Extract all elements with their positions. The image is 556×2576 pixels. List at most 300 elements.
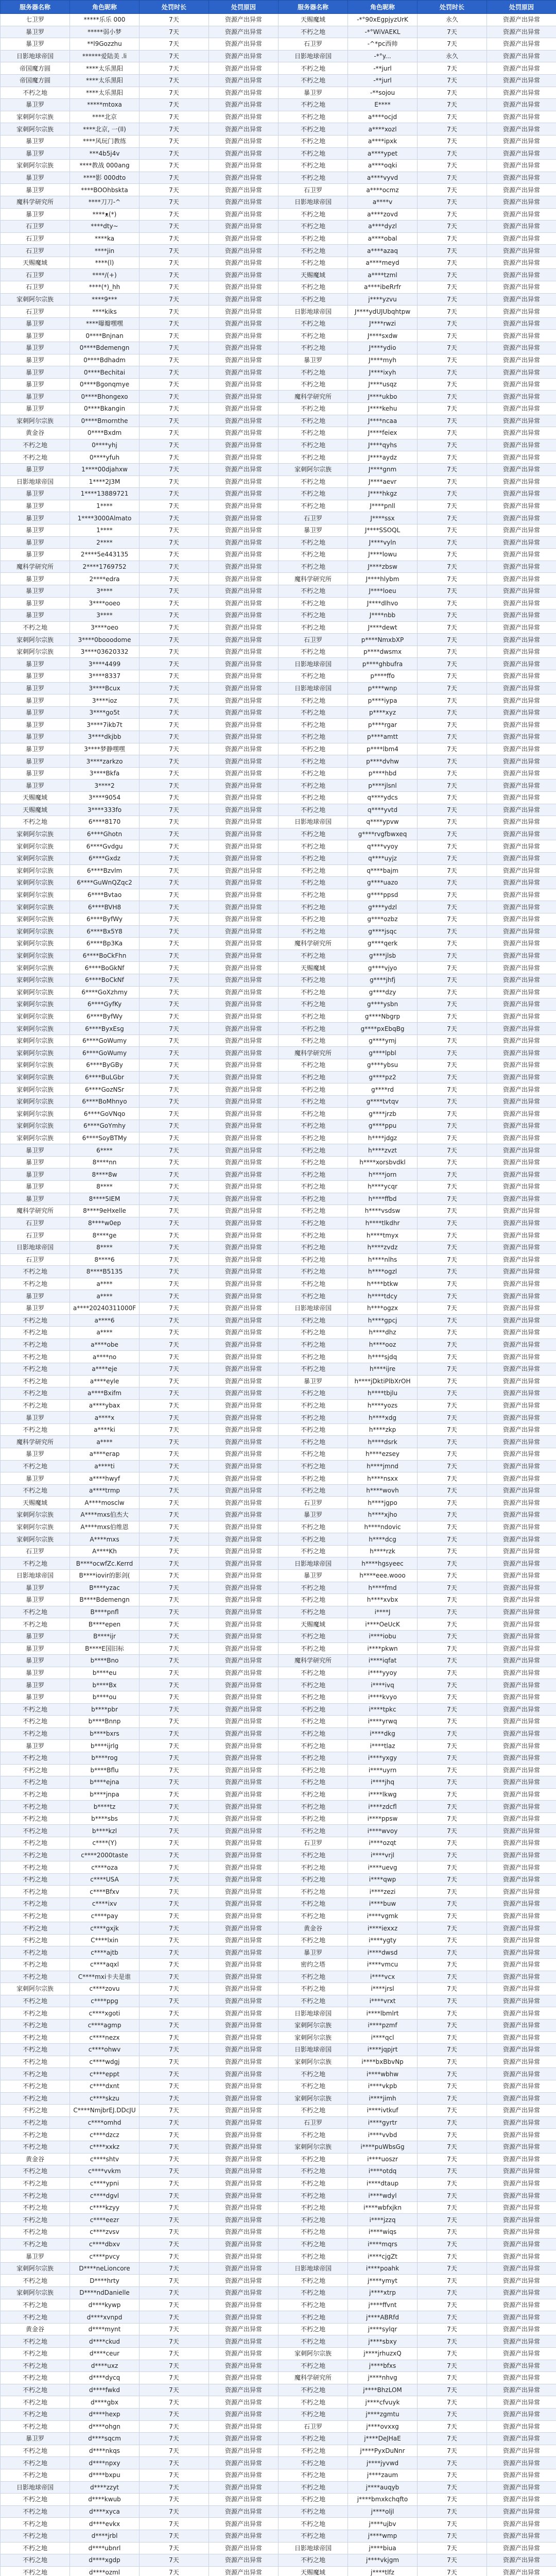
table-cell: 资源产出异常 <box>209 2311 279 2324</box>
table-cell: 7天 <box>418 609 487 622</box>
table-cell: 不朽之地 <box>279 1484 348 1497</box>
table-cell: 资源产出异常 <box>487 512 556 524</box>
table-cell: 3****03620332 <box>70 646 140 658</box>
table-cell: 资源产出异常 <box>487 1727 556 1740</box>
table-cell: 资源产出异常 <box>209 1497 279 1509</box>
table-cell: 7天 <box>418 1338 487 1351</box>
table-cell: 资源产出异常 <box>487 2214 556 2226</box>
table-cell: h****sjdq <box>348 1351 418 1363</box>
table-cell: 资源产出异常 <box>209 1642 279 1655</box>
table-cell: 7天 <box>418 1363 487 1375</box>
table-cell: i****ppsw <box>348 1812 418 1825</box>
table-row <box>1 1861 556 1874</box>
table-row <box>1 1181 556 1193</box>
table-cell: 资源产出异常 <box>487 378 556 391</box>
table-cell: q****uyjz <box>348 852 418 865</box>
table-cell: 资源产出异常 <box>487 99 556 111</box>
table-cell: 7天 <box>418 196 487 208</box>
table-cell: 7天 <box>418 1412 487 1424</box>
table-cell: i****tpkc <box>348 1703 418 1716</box>
table-cell: 家刺阿尔宗族 <box>1 111 70 123</box>
table-cell: j****BhzLOM <box>348 2384 418 2396</box>
table-cell: 7天 <box>418 1229 487 1242</box>
table-cell: 不朽之地 <box>279 1010 348 1023</box>
table-cell: 7天 <box>140 451 209 464</box>
table-cell: 资源产出异常 <box>209 2420 279 2433</box>
table-cell: 7天 <box>140 196 209 208</box>
table-cell: 资源产出异常 <box>487 62 556 75</box>
table-cell: 7天 <box>140 1168 209 1181</box>
table-cell: 7天 <box>418 500 487 512</box>
table-cell: J****kehu <box>348 403 418 415</box>
table-cell: 不朽之地 <box>1 2566 70 2576</box>
table-cell: c****xgoti <box>70 2007 140 2020</box>
table-cell: 不朽之地 <box>279 1156 348 1168</box>
table-cell: b****Bflu <box>70 1764 140 1776</box>
table-cell: 资源产出异常 <box>209 1971 279 1983</box>
table-cell: 资源产出异常 <box>487 1618 556 1631</box>
table-cell: j****DeJHaE <box>348 2433 418 2445</box>
table-cell: 7天 <box>140 1801 209 1813</box>
table-cell: 资源产出异常 <box>487 1193 556 1205</box>
table-cell: 7天 <box>418 488 487 500</box>
table-cell: 3****oeo <box>70 621 140 634</box>
table-cell: 不朽之地 <box>279 743 348 755</box>
table-cell: 7天 <box>140 2262 209 2275</box>
table-cell: 家刺阿尔宗族 <box>279 2348 348 2360</box>
table-cell: 7天 <box>140 1412 209 1424</box>
table-cell: 资源产出异常 <box>487 1740 556 1752</box>
table-cell: 资源产出异常 <box>487 2080 556 2092</box>
table-cell: 资源产出异常 <box>209 1302 279 1314</box>
table-cell: d****ohgn <box>70 2420 140 2433</box>
table-cell: 不朽之地 <box>1 2080 70 2092</box>
table-cell: 家刺阿尔宗族 <box>1 1023 70 1035</box>
table-cell: 7天 <box>140 2530 209 2542</box>
table-cell: 7天 <box>140 232 209 245</box>
table-cell: 7天 <box>418 451 487 464</box>
table-cell: 7天 <box>418 1971 487 1983</box>
table-cell: 资源产出异常 <box>209 378 279 391</box>
table-cell: 不朽之地 <box>279 1144 348 1157</box>
table-row <box>1 147 556 160</box>
table-cell: J****usqz <box>348 378 418 391</box>
table-row <box>1 1582 556 1594</box>
table-cell: 资源产出异常 <box>209 573 279 585</box>
table-cell: J****aydz <box>348 451 418 464</box>
table-cell: 资源产出异常 <box>487 743 556 755</box>
table-cell: A****Kh <box>70 1545 140 1557</box>
table-cell: 资源产出异常 <box>209 2348 279 2360</box>
table-cell: 资源产出异常 <box>209 1375 279 1387</box>
table-cell: 家刺阿尔宗族 <box>1 925 70 938</box>
table-cell: 资源产出异常 <box>487 1837 556 1850</box>
table-cell: 7天 <box>418 998 487 1011</box>
table-cell: 6****GoVNqo <box>70 1108 140 1120</box>
table-cell: 不朽之地 <box>279 1205 348 1217</box>
table-cell: 石卫罗 <box>279 512 348 524</box>
table-cell: 6****BuLGbr <box>70 1071 140 1083</box>
table-cell: 资源产出异常 <box>209 512 279 524</box>
table-cell: 日影地球帝国 <box>279 2044 348 2056</box>
table-cell: i****poahk <box>348 2262 418 2275</box>
table-cell: i****bxBbvNp <box>348 2056 418 2068</box>
table-cell: 资源产出异常 <box>487 366 556 379</box>
table-cell: 7天 <box>418 2348 487 2360</box>
table-cell: 资源产出异常 <box>487 1327 556 1339</box>
table-cell: h****ijre <box>348 1363 418 1375</box>
table-cell: g****rvgfbwxeq <box>348 828 418 840</box>
table-cell: 7天 <box>418 828 487 840</box>
table-cell: 7天 <box>418 342 487 354</box>
table-cell: 不朽之地 <box>279 828 348 840</box>
table-cell: 暴卫罗 <box>1 26 70 38</box>
table-cell: 7天 <box>418 1314 487 1327</box>
table-cell: 资源产出异常 <box>487 2068 556 2080</box>
table-cell: 7天 <box>418 1788 487 1801</box>
table-cell: 魔科学研究所 <box>279 1047 348 1059</box>
table-cell: 7天 <box>418 1290 487 1302</box>
table-cell: 0****Bdhadm <box>70 354 140 366</box>
table-cell: 不朽之地 <box>1 2238 70 2250</box>
table-cell: 1****3000Almato <box>70 512 140 524</box>
table-cell: J****vyln <box>348 536 418 549</box>
table-cell: 7天 <box>418 2299 487 2311</box>
table-cell: h****ogzl <box>348 1266 418 1278</box>
table-cell: 7天 <box>418 306 487 318</box>
table-cell: 3**** <box>70 609 140 622</box>
table-row <box>1 1788 556 1801</box>
table-cell: 7天 <box>418 2445 487 2457</box>
table-cell: 不朽之地 <box>279 1716 348 1728</box>
table-cell: 不朽之地 <box>279 1594 348 1606</box>
table-cell: i****mqrs <box>348 2238 418 2250</box>
table-cell: 7天 <box>140 1144 209 1157</box>
table-cell: b****bxrs <box>70 1727 140 1740</box>
table-cell: 7天 <box>140 2494 209 2506</box>
table-cell: 7天 <box>140 852 209 865</box>
table-cell: 资源产出异常 <box>487 719 556 731</box>
table-cell: *****乐乐 000 <box>70 14 140 26</box>
table-cell: 7天 <box>140 2019 209 2031</box>
table-cell: 7天 <box>418 123 487 135</box>
table-cell: 资源产出异常 <box>209 1934 279 1946</box>
table-cell: 资源产出异常 <box>487 2129 556 2141</box>
table-cell: 石卫罗 <box>279 38 348 50</box>
table-cell: 7天 <box>140 1229 209 1242</box>
table-cell: 7天 <box>140 1375 209 1387</box>
table-cell: 7天 <box>140 779 209 792</box>
table-cell: 不朽之地 <box>279 1983 348 1995</box>
table-cell: 7天 <box>418 160 487 172</box>
table-cell: 家刺阿尔宗族 <box>1 160 70 172</box>
table-cell: 不朽之地 <box>279 1825 348 1837</box>
table-cell: 资源产出异常 <box>487 2031 556 2044</box>
table-cell: 资源产出异常 <box>209 2542 279 2554</box>
table-cell: 暴卫罗 <box>1 1144 70 1157</box>
table-cell: 7天 <box>418 1168 487 1181</box>
table-row <box>1 877 556 889</box>
table-row <box>1 2201 556 2214</box>
table-row <box>1 1302 556 1314</box>
table-row <box>1 330 556 342</box>
table-cell: 7天 <box>140 2566 209 2576</box>
table-cell: 7天 <box>418 2044 487 2056</box>
table-cell: h****wovh <box>348 1484 418 1497</box>
table-cell: 7天 <box>140 1691 209 1703</box>
table-cell: 资源产出异常 <box>487 2226 556 2239</box>
table-cell: 2****5e443135 <box>70 549 140 561</box>
table-cell: 7天 <box>140 403 209 415</box>
table-cell: g****Nbgrp <box>348 1010 418 1023</box>
table-cell: 资源产出异常 <box>209 2165 279 2178</box>
table-cell: 7天 <box>418 1886 487 1898</box>
table-cell: 不朽之地 <box>1 2299 70 2311</box>
table-cell: c****(Y) <box>70 1837 140 1850</box>
table-cell: 不朽之地 <box>279 2275 348 2287</box>
table-cell: 日影地球帝国 <box>279 2542 348 2554</box>
table-cell: i****buw <box>348 1898 418 1910</box>
table-cell: 资源产出异常 <box>209 585 279 597</box>
table-row <box>1 1533 556 1546</box>
table-cell: 家刺阿尔宗族 <box>1 2262 70 2275</box>
table-cell: 7天 <box>418 293 487 306</box>
table-cell: 暴卫罗 <box>1 512 70 524</box>
table-cell: 资源产出异常 <box>209 342 279 354</box>
table-cell: B****ijr <box>70 1630 140 1642</box>
table-cell: 暴卫罗 <box>1 536 70 549</box>
table-cell: q****ypvw <box>348 816 418 828</box>
table-cell: 不朽之地 <box>1 2554 70 2567</box>
table-cell: 7天 <box>418 1448 487 1461</box>
table-cell: h****jdgz <box>348 1132 418 1144</box>
table-row <box>1 1399 556 1412</box>
table-cell: a****Bxifm <box>70 1387 140 1400</box>
table-cell: 不朽之地 <box>279 281 348 294</box>
table-cell: j****ABRfd <box>348 2311 418 2324</box>
table-cell: 不朽之地 <box>279 1035 348 1047</box>
table-cell: 7天 <box>140 1472 209 1485</box>
table-cell: 7天 <box>140 1825 209 1837</box>
table-row <box>1 804 556 816</box>
table-cell: 资源产出异常 <box>487 1181 556 1193</box>
table-cell: 资源产出异常 <box>209 221 279 233</box>
table-cell: 不朽之地 <box>279 986 348 998</box>
table-cell: -*°90xEgpjyzUrK <box>348 14 418 26</box>
table-cell: 7天 <box>418 512 487 524</box>
table-cell: 不朽之地 <box>1 1922 70 1935</box>
table-cell: 7天 <box>418 1509 487 1521</box>
table-cell: c****eppt <box>70 2068 140 2080</box>
table-cell: 资源产出异常 <box>487 2201 556 2214</box>
table-cell: 资源产出异常 <box>487 1703 556 1716</box>
table-cell: 7天 <box>140 2360 209 2372</box>
table-cell: c****Bfxv <box>70 1886 140 1898</box>
table-cell: 资源产出异常 <box>487 2287 556 2299</box>
table-cell: 7天 <box>140 1716 209 1728</box>
table-cell: **l9Gozzhu <box>70 38 140 50</box>
table-cell: 资源产出异常 <box>209 1108 279 1120</box>
table-cell: 资源产出异常 <box>209 2323 279 2335</box>
table-cell: 不朽之地 <box>279 2396 348 2409</box>
table-cell: 7天 <box>140 2505 209 2518</box>
table-cell: 资源产出异常 <box>487 1716 556 1728</box>
table-cell: d****evkx <box>70 2518 140 2530</box>
table-cell: 6****BoCkNf <box>70 974 140 986</box>
table-cell: 资源产出异常 <box>209 901 279 913</box>
table-cell: 7天 <box>418 938 487 950</box>
table-cell: 暴卫罗 <box>1 354 70 366</box>
table-cell: 暴卫罗 <box>1 317 70 330</box>
table-cell: 日影地球帝国 <box>1 50 70 62</box>
table-cell: 日影地球帝国 <box>279 816 348 828</box>
table-cell: 资源产出异常 <box>209 1861 279 1874</box>
table-cell: 资源产出异常 <box>209 1922 279 1935</box>
table-cell: 资源产出异常 <box>209 366 279 379</box>
table-cell: 不朽之地 <box>279 488 348 500</box>
table-cell: 7天 <box>140 2420 209 2433</box>
table-cell: 7天 <box>140 901 209 913</box>
table-row <box>1 2177 556 2190</box>
table-cell: 家刺阿尔宗族 <box>1 415 70 427</box>
table-cell: 不朽之地 <box>1 1460 70 1472</box>
table-cell: 家刺阿尔宗族 <box>1 646 70 658</box>
table-cell: 不朽之地 <box>1 2469 70 2481</box>
table-cell: 资源产出异常 <box>487 330 556 342</box>
table-cell: 不朽之地 <box>279 1338 348 1351</box>
table-cell: c****ppg <box>70 1995 140 2007</box>
table-cell: 7天 <box>418 1667 487 1679</box>
table-cell: 不朽之地 <box>279 26 348 38</box>
table-cell: 家刺阿尔宗族 <box>1 1047 70 1059</box>
table-cell: 7天 <box>140 2348 209 2360</box>
table-cell: 天赐魔域 <box>1 792 70 804</box>
table-cell: 资源产出异常 <box>209 1181 279 1193</box>
table-row <box>1 2457 556 2469</box>
table-cell: 暴卫罗 <box>279 1570 348 1582</box>
table-cell: i****vvbd <box>348 2129 418 2141</box>
table-cell: 不朽之地 <box>279 1861 348 1874</box>
table-row <box>1 2420 556 2433</box>
table-cell: a****dyzl <box>348 221 418 233</box>
table-cell: c****ypni <box>70 2177 140 2190</box>
table-cell: 7天 <box>418 1679 487 1691</box>
table-cell: 7天 <box>418 1181 487 1193</box>
table-cell: 日影地球帝国 <box>279 50 348 62</box>
table-cell: 不朽之地 <box>279 1995 348 2007</box>
table-cell: 资源产出异常 <box>487 1752 556 1764</box>
table-row <box>1 1691 556 1703</box>
table-cell: 7天 <box>418 2068 487 2080</box>
table-cell: g****jhfj <box>348 974 418 986</box>
table-cell: 7天 <box>140 184 209 196</box>
table-cell: 资源产出异常 <box>487 2384 556 2396</box>
table-cell: a****no <box>70 1351 140 1363</box>
table-cell: 7天 <box>140 2080 209 2092</box>
table-row <box>1 172 556 184</box>
table-cell: 6****GozNSr <box>70 1083 140 1096</box>
table-cell: J****rwzi <box>348 317 418 330</box>
table-cell: 资源产出异常 <box>209 1266 279 1278</box>
table-cell: 6****Gvdgu <box>70 840 140 853</box>
table-cell: 7天 <box>418 2494 487 2506</box>
table-cell: 7天 <box>418 147 487 160</box>
table-cell: 资源产出异常 <box>209 1436 279 1448</box>
table-cell: 家刺阿尔宗族 <box>1 950 70 962</box>
table-cell: 不朽之地 <box>279 2238 348 2250</box>
table-cell: 不朽之地 <box>279 1764 348 1776</box>
table-cell: 资源产出异常 <box>487 1387 556 1400</box>
table-cell: 不朽之地 <box>1 1946 70 1959</box>
table-cell: 7天 <box>418 646 487 658</box>
table-cell: 7天 <box>140 172 209 184</box>
table-cell: 资源产出异常 <box>487 147 556 160</box>
table-cell: 暴卫罗 <box>1 1472 70 1485</box>
table-cell: 7天 <box>418 1861 487 1874</box>
table-cell: 7天 <box>418 986 487 998</box>
table-cell: 资源产出异常 <box>487 1448 556 1461</box>
table-row <box>1 719 556 731</box>
table-cell: 资源产出异常 <box>209 2262 279 2275</box>
table-cell: 资源产出异常 <box>209 2481 279 2494</box>
table-cell: p****amtt <box>348 731 418 743</box>
table-row <box>1 87 556 99</box>
table-row <box>1 2408 556 2420</box>
table-cell: 7天 <box>140 488 209 500</box>
table-cell: 不朽之地 <box>1 2311 70 2324</box>
table-cell: 6****ByfWy <box>70 1010 140 1023</box>
table-cell: a**** <box>70 1327 140 1339</box>
table-cell: 7天 <box>140 2323 209 2335</box>
table-cell: 不朽之地 <box>279 2226 348 2239</box>
table-cell: 不朽之地 <box>279 1327 348 1339</box>
table-cell: 不朽之地 <box>279 2190 348 2202</box>
table-row <box>1 1253 556 1266</box>
table-cell: 资源产出异常 <box>487 1436 556 1448</box>
table-cell: 资源产出异常 <box>209 561 279 573</box>
table-cell: 暴卫罗 <box>1 1582 70 1594</box>
table-cell: 资源产出异常 <box>487 2007 556 2020</box>
table-cell: 资源产出异常 <box>487 2153 556 2165</box>
table-cell: 资源产出异常 <box>209 1545 279 1557</box>
table-cell: 7天 <box>418 135 487 147</box>
table-cell: h****ogzx <box>348 1302 418 1314</box>
table-row <box>1 1812 556 1825</box>
table-cell: 资源产出异常 <box>209 1825 279 1837</box>
table-cell: a****v <box>348 196 418 208</box>
table-cell: j****sbxy <box>348 2335 418 2348</box>
table-cell: 7天 <box>418 1946 487 1959</box>
table-cell: 家刺阿尔宗族 <box>1 123 70 135</box>
table-cell: 不朽之地 <box>279 99 348 111</box>
table-cell: 7天 <box>418 74 487 87</box>
table-cell: 3****7ikb7t <box>70 719 140 731</box>
table-row <box>1 1606 556 1618</box>
table-cell: 7天 <box>140 1703 209 1716</box>
column-header: 服务器名称 <box>1 1 70 14</box>
table-cell: 7天 <box>140 1484 209 1497</box>
table-cell: 6****ByGBy <box>70 1059 140 1072</box>
table-cell: 不朽之地 <box>279 1108 348 1120</box>
table-cell: 石卫罗 <box>279 1497 348 1509</box>
table-cell: 资源产出异常 <box>209 99 279 111</box>
table-row <box>1 1570 556 1582</box>
table-cell: 资源产出异常 <box>209 1314 279 1327</box>
table-cell: 资源产出异常 <box>209 2469 279 2481</box>
table-cell: 资源产出异常 <box>487 1594 556 1606</box>
table-cell: 7天 <box>140 1217 209 1229</box>
table-cell: i****wiqs <box>348 2226 418 2239</box>
